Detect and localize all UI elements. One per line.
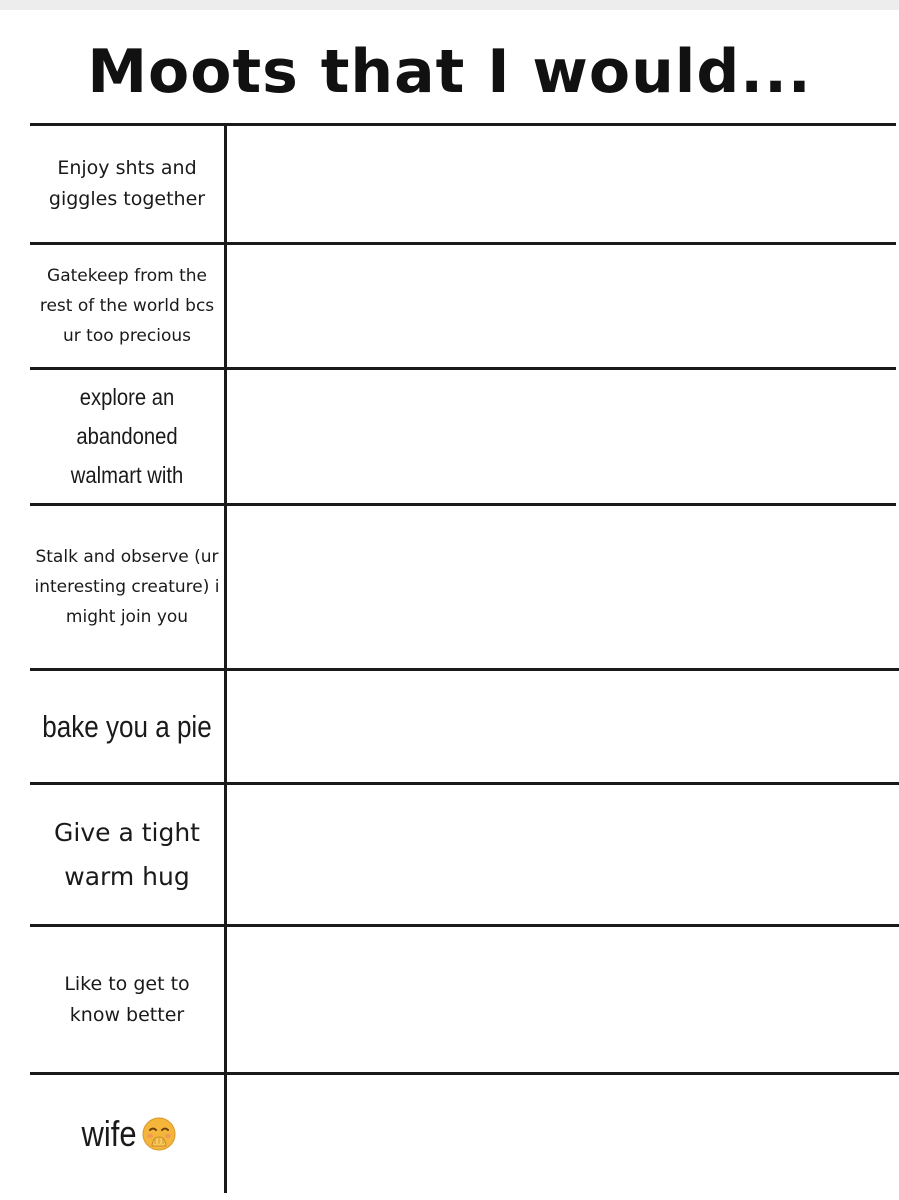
answer-cell-7[interactable] xyxy=(227,927,899,1072)
row-label-3: explore an abandoned walmart with xyxy=(70,384,184,488)
row-label-2: Gatekeep from the rest of the world bcs ur too precious xyxy=(39,266,215,346)
answer-cell-8[interactable] xyxy=(227,1075,899,1193)
row-label-6: Give a tight warm hug xyxy=(54,817,200,891)
top-strip xyxy=(0,0,899,10)
answer-cell-3[interactable] xyxy=(227,370,899,503)
answer-cell-1[interactable] xyxy=(227,126,899,242)
hand-over-mouth-face-icon xyxy=(141,1116,177,1152)
answer-cell-4[interactable] xyxy=(227,506,899,668)
answer-cell-5[interactable] xyxy=(227,671,899,782)
row-label-8-text: wife xyxy=(81,1113,137,1154)
answer-cell-2[interactable] xyxy=(227,245,899,367)
page-title: Moots that I would... xyxy=(87,37,812,107)
row-label-1: Enjoy shts and giggles together xyxy=(48,157,206,210)
row-label-8 xyxy=(30,1075,224,1193)
row-label-5: bake you a pie xyxy=(42,708,212,744)
answer-cell-6[interactable] xyxy=(227,785,899,924)
row-label-7: Like to get to know better xyxy=(64,972,190,1026)
row-label-4: Stalk and observe (ur interesting creature) i might join you xyxy=(34,547,220,627)
